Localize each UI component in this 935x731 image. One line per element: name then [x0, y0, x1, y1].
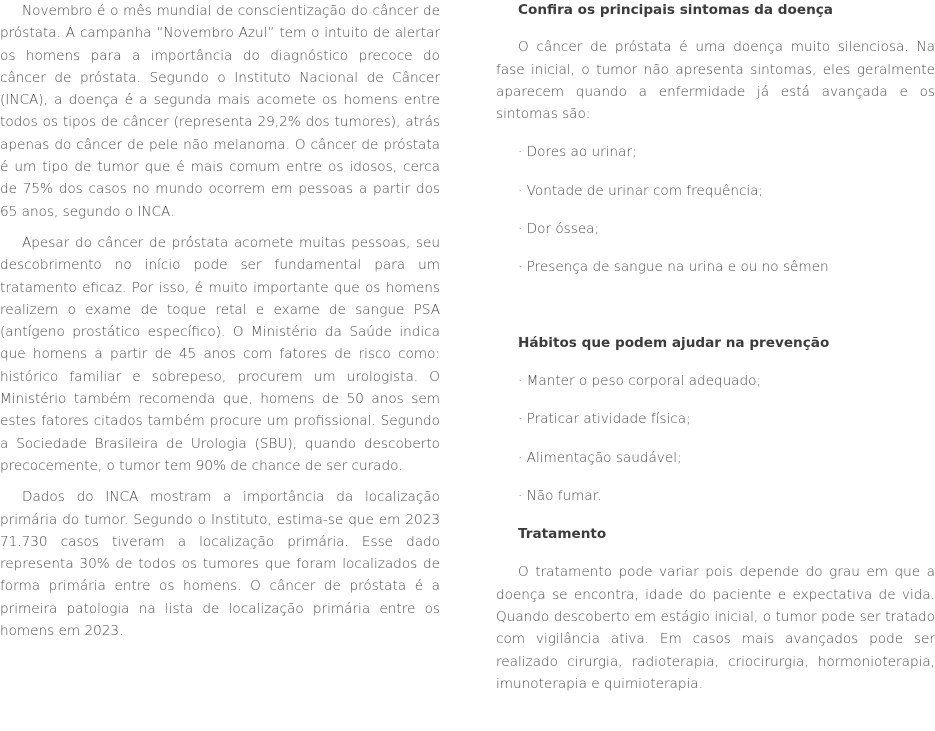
detection-paragraph: Apesar do câncer de próstata acomete muitas pessoas, seu descobrimento no início pode ser fundamental para um tratamento eficaz. Por isso, é muito importante que os homens realizem o exame de toque retal e exame de sangue PSA (antígeno prostático específico). O Ministério da Saúde indica que homens a partir de 45 anos com fatores de risco como: histórico familiar e sobrepeso, procurem um urologista. O Ministério também recomenda que, homens de 50 anos sem estes fatores citados também procure um profissional. Segundo a Sociedade Brasileira de Urologia (SBU), quando descoberto precocemente, o tumor tem 90% de chance de ser curado.	[0, 234, 440, 474]
symptoms-heading: Confira os principais sintomas da doença	[518, 2, 833, 18]
symptoms-list	[496, 141, 935, 278]
prevention-heading: Hábitos que podem ajudar na prevenção	[518, 334, 830, 351]
list-item: · Dor óssea;	[518, 221, 600, 238]
inca-data-paragraph: Dados do INCA mostram a importância da localização primária do tumor. Segundo o Instituto, estima-se que em 2023 71.730 casos tiveram a localização primária. Esse dado representa 30% de todos os tumores que foram localizados de forma primária entre os homens. O câncer de próstata é a primeira patologia na lista de localização primária entre os homens em 2023.	[0, 489, 440, 640]
list-item: · Manter o peso corporal adequado;	[518, 372, 762, 389]
treatment-paragraph: O tratamento pode variar pois depende do grau em que a doença se encontra, idade do paciente e expectativa de vida. Quando descoberto em estágio inicial, o tumor pode ser tratado com vigilância ativa. Em casos mais avançados pode ser realizado cirurgia, radioterapia, criocirurgia, hormonioterapia, imunoterapia e quimioterapia.	[496, 564, 935, 692]
treatment-heading: Tratamento	[518, 526, 607, 543]
list-item: · Não fumar.	[518, 487, 602, 504]
list-item: · Praticar atividade física;	[518, 411, 691, 428]
left-column	[0, 0, 440, 642]
symptoms-intro: O câncer de próstata é uma doença muito silenciosa. Na fase inicial, o tumor não apresenta sintomas, eles geralmente aparecem quando a enfermidade já está avançada e os sintomas são:	[496, 39, 935, 123]
prevention-list	[496, 370, 935, 507]
intro-paragraph: Novembro é o mês mundial de conscientização do câncer de próstata. A campanha “Novembro Azul” tem o intuito de alertar os homens para a importância do diagnóstico precoce do câncer de próstata. Segundo o Instituto Nacional de Câncer (INCA), a doença é a segunda mais acomete os homens entre todos os tipos de câncer (representa 29,2% dos tumores), atrás apenas do câncer de pele não melanoma. O câncer de próstata é um tipo de tumor que é mais comum entre os idosos, cerca de 75% dos casos no mundo ocorrem em pessoas a partir dos 65 anos, segundo o INCA.	[0, 3, 440, 220]
list-item: · Alimentação saudável;	[518, 449, 682, 466]
right-column	[496, 0, 935, 695]
list-item: · Vontade de urinar com frequência;	[518, 182, 764, 199]
list-item: · Dores ao urinar;	[518, 144, 637, 161]
list-item: · Presença de sangue na urina e ou no sêmen	[518, 259, 829, 276]
